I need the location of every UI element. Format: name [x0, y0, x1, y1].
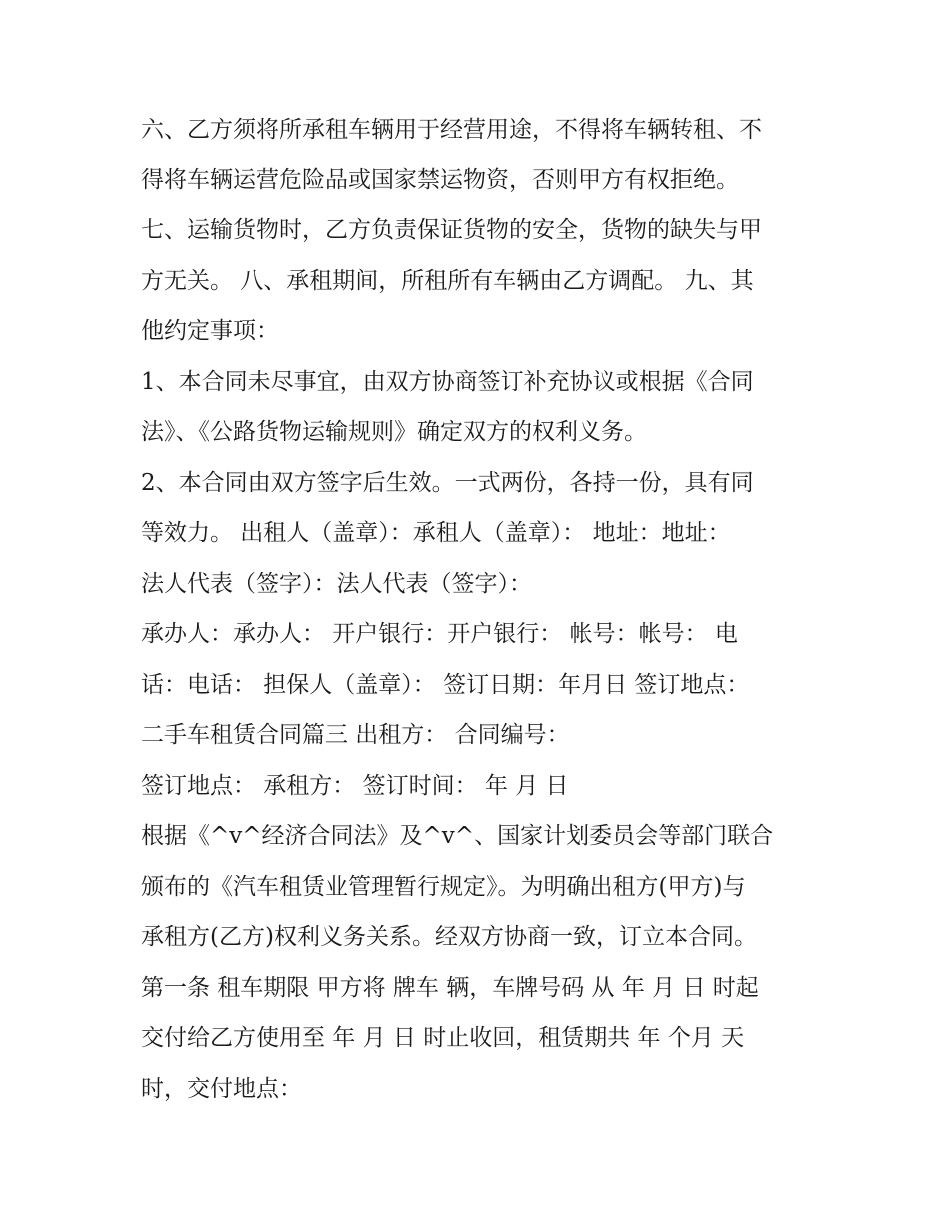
text-line: 法人代表（签字）：法人代表（签字）： [141, 571, 532, 597]
text-line: 六、乙方须将所承租车辆用于经营用途，不得将车辆转租、不 [141, 117, 762, 143]
text-line: 时，交付地点： [141, 1076, 302, 1102]
text-line: 话：电话： 担保人（盖章）： 签订日期：年月日 签订地点： [141, 672, 750, 698]
text-line: 根据《^v^经济合同法》及^v^、国家计划委员会等部门联合 [141, 823, 774, 849]
text-line: 1、本合同未尽事宜，由双方协商签订补充协议或根据《合同 [141, 369, 754, 395]
text-line: 颁布的《汽车租赁业管理暂行规定》。为明确出租方(甲方)与 [141, 874, 746, 900]
text-line: 承租方(乙方)权利义务关系。经双方协商一致，订立本合同。 [141, 924, 757, 950]
text-line: 法》、《公路货物运输规则》确定双方的权利义务。 [141, 419, 647, 445]
text-line: 签订地点： 承租方： 签订时间： 年 月 日 [141, 773, 569, 799]
text-line: 第一条 租车期限 甲方将 牌车 辆，车牌号码 从 年 月 日 时起 [141, 975, 759, 1001]
text-line: 他约定事项： [141, 318, 279, 344]
text-line: 七、运输货物时，乙方负责保证货物的安全，货物的缺失与甲 [141, 217, 762, 243]
text-line: 2、本合同由双方签字后生效。一式两份，各持一份，具有同 [141, 470, 754, 496]
text-line: 交付给乙方使用至 年 月 日 时止收回，租赁期共 年 个月 天 [141, 1025, 745, 1051]
text-line: 承办人：承办人： 开户银行：开户银行： 帐号：帐号： 电 [141, 621, 738, 647]
text-line: 方无关。 八、承租期间，所租所有车辆由乙方调配。 九、其 [141, 268, 754, 294]
text-line: 得将车辆运营危险品或国家禁运物资，否则甲方有权拒绝。 [141, 167, 739, 193]
text-line: 等效力。 出租人（盖章）：承租人（盖章）： 地址：地址： [141, 520, 731, 546]
text-line: 二手车租赁合同篇三 出租方： 合同编号： [141, 722, 570, 748]
